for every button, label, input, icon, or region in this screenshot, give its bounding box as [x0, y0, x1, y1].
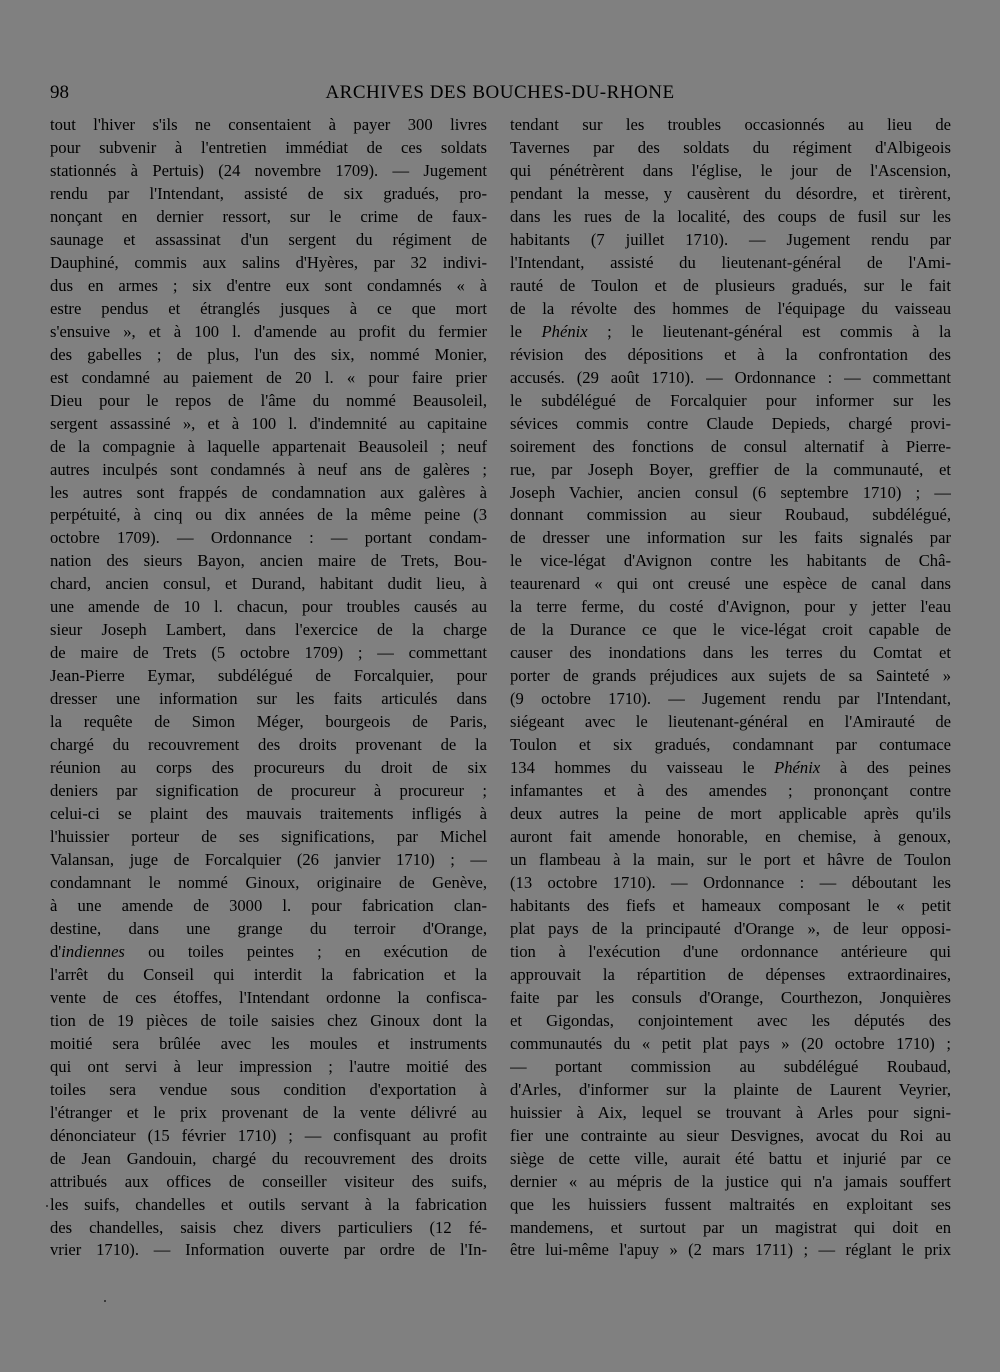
text-line: deux autres la peine de mort applicable après qu'ils — [510, 804, 951, 824]
text-line: perpétuité, à cinq ou dix années de la même peine (3 — [50, 505, 487, 525]
text-line: dresser une information sur les faits articulés dans — [50, 689, 487, 709]
text-line: de dresser une information sur les faits signalés par — [510, 528, 951, 548]
text-line: dans les rues de la localité, des coups de fusil sur les — [510, 206, 951, 226]
text-line: l'Intendant, assisté du lieutenant-général de l'Ami- — [510, 252, 951, 272]
text-line: Valansan, juge de Forcalquier (26 janvier 1710) ; — — [50, 850, 487, 869]
text-line: Dieu pour le repos de l'âme du nommé Beausoleil, — [50, 390, 487, 410]
text-line: stationnés à Pertuis) (24 novembre 1709). — Jugement — [50, 160, 487, 180]
text-line: habitants des fiefs et hameaux composant le « petit — [510, 895, 951, 915]
text-line: donnant commission au sieur Roubaud, subdélégué, — [510, 505, 951, 525]
text-line: de Jean Gandouin, chargé du recouvrement des droits — [50, 1148, 487, 1168]
text-line: que les huissiers fussent maltraités en exploitant ses — [510, 1194, 951, 1214]
text-line: Joseph Vachier, ancien consul (6 septembre 1710) ; — — [510, 482, 951, 502]
text-line: l'huissier porteur de ses significations, par Michel — [50, 827, 487, 847]
text-line: réunion au corps des procureurs du droit de six — [50, 758, 487, 778]
text-line: condamnant le nommé Ginoux, originaire de Genève, — [50, 872, 487, 892]
text-line: dernier « au mépris de la justice qui n'a jamais souffert — [510, 1171, 951, 1191]
text-line: teaurenard « qui ont creusé une espèce de canal dans — [510, 574, 951, 594]
text-line: la terre ferme, du costé d'Avignon, pour y jetter l'eau — [510, 597, 951, 617]
text-line: Tavernes par des soldats du régiment d'Albigeois — [510, 137, 951, 157]
text-line: autres inculpés sont condamnés à neuf ans de galères ; — [50, 459, 487, 479]
text-line: rendu par l'Intendant, assisté de six gradués, pro- — [50, 183, 487, 203]
text-line: l'étranger et le prix provenant de la vente délivré au — [50, 1102, 487, 1122]
text-line: siège de cette ville, aurait été battu et injurié par ce — [510, 1148, 951, 1168]
text-line: tout l'hiver s'ils ne consentaient à payer 300 livres — [50, 115, 487, 134]
text-line: Dauphiné, commis aux salins d'Hyères, par 32 indivi- — [50, 252, 487, 272]
text-line: est condamné au paiement de 20 l. « pour faire prier — [50, 367, 487, 387]
text-line: moitié sera brûlée avec les moules et instruments — [50, 1033, 487, 1053]
text-line: une amende de 10 l. chacun, pour troubles causés au — [50, 597, 487, 617]
text-line: s'ensuive », et à 100 l. d'amende au profit du fermier — [50, 321, 487, 341]
text-line: vrier 1710). — Information ouverte par ordre de l'In- — [50, 1240, 487, 1260]
text-line: pendant la messe, y causèrent du désordre, et tirèrent, — [510, 183, 951, 203]
text-line: Jean-Pierre Eymar, subdélégué de Forcalquier, pour — [50, 666, 487, 686]
text-line: tendant sur les troubles occasionnés au lieu de — [510, 115, 951, 134]
text-line: vente de ces étoffes, l'Intendant ordonne la confisca- — [50, 987, 487, 1007]
text-line: faite par les consuls d'Orange, Courthezon, Jonquières — [510, 987, 951, 1007]
text-line: tion de 19 pièces de toile saisies chez Ginoux dont la — [50, 1010, 487, 1030]
text-line: deniers par signification de procureur à procureur ; — [50, 781, 487, 801]
text-line: celui-ci se plaint des mauvais traitements infligés à — [50, 804, 487, 824]
text-line: causer des inondations dans les terres du Comtat et — [510, 643, 951, 663]
text-line: les suifs, chandelles et outils servant à la fabrication — [50, 1194, 487, 1214]
text-line: rauté de Toulon et de plusieurs gradués, sur le fait — [510, 275, 951, 295]
text-line: des chandelles, saisis chez divers particuliers (12 fé- — [50, 1217, 487, 1237]
text-line: pour subvenir à l'entretien immédiat de ces soldats — [50, 137, 487, 157]
text-line: attribués aux offices de conseiller visiteur des suifs, — [50, 1171, 487, 1191]
text-line: sieur Joseph Lambert, dans l'exercice de la charge — [50, 620, 487, 640]
text-line: des gabelles ; de plus, l'un des six, nommé Monier, — [50, 344, 487, 364]
text-line: qui ont servi à leur impression ; l'autre moitié des — [50, 1056, 487, 1076]
text-line: soirement des fonctions de consul alternatif à Pierre- — [510, 436, 951, 456]
text-line: de la Durance ce que le vice-légat croit capable de — [510, 620, 951, 640]
text-line: accusés. (29 août 1710). — Ordonnance : — commettant — [510, 367, 951, 387]
text-line: les autres sont frappés de condamnation aux galères à — [50, 482, 487, 502]
text-line: approuvait la répartition de dépenses extraordinaires, — [510, 964, 951, 984]
page-header — [50, 82, 950, 108]
text-line: toiles sera vendue sous condition d'exportation à — [50, 1079, 487, 1099]
running-title: ARCHIVES DES BOUCHES-DU-RHONE — [325, 82, 675, 103]
text-line: sévices commis contre Claude Depieds, chargé provi- — [510, 413, 951, 433]
text-line: destine, dans une grange du terroir d'Orange, — [50, 918, 487, 938]
text-line: siégeant avec le lieutenant-général en l'Amirauté de — [510, 712, 951, 732]
text-line: dus en armes ; six d'entre eux sont condamnés « à — [50, 275, 487, 295]
text-line: être lui-même l'apuy » (2 mars 1711) ; — réglant le prix — [510, 1240, 951, 1260]
text-line: d'indiennes ou toiles peintes ; en exécution de — [50, 941, 487, 961]
right-text-column — [510, 114, 951, 1262]
text-line: saunage et assassinat d'un sergent du régiment de — [50, 229, 487, 249]
text-line: dénonciateur (15 février 1710) ; — confisquant au profit — [50, 1125, 487, 1145]
text-line: nonçant en dernier ressort, sur le crime de faux- — [50, 206, 487, 226]
text-line: fier une contrainte au sieur Desvignes, avocat du Roi au — [510, 1125, 951, 1145]
text-line: sergent assassiné », et à 100 l. d'indemnité au capitaine — [50, 413, 487, 433]
text-line: qui pénétrèrent dans l'église, le jour de l'Ascension, — [510, 160, 951, 180]
text-line: communautés du « petit plat pays » (20 octobre 1710) ; — [510, 1033, 951, 1053]
text-line: le vice-légat d'Avignon contre les habitants de Châ- — [510, 551, 951, 571]
text-line: tion à l'exécution d'une ordonnance antérieure qui — [510, 941, 951, 961]
text-line: chargé du recouvrement des droits provenant de la — [50, 735, 487, 755]
text-line: révision des dépositions et à la confrontation des — [510, 344, 951, 364]
text-line: 134 hommes du vaisseau le Phénix à des peines — [510, 758, 951, 778]
text-line: rue, par Joseph Boyer, greffier de la communauté, et — [510, 459, 951, 479]
text-line: nation des sieurs Bayon, ancien maire de Trets, Bou- — [50, 551, 487, 571]
text-line: estre pendus et étranglés jusques à ce que mort — [50, 298, 487, 318]
text-line: un flambeau à la main, sur le port et hâvre de Toulon — [510, 850, 951, 869]
text-line: de la révolte des hommes de l'équipage du vaisseau — [510, 298, 951, 318]
text-line: le Phénix ; le lieutenant-général est commis à la — [510, 321, 951, 341]
text-line: (13 octobre 1710). — Ordonnance : — déboutant les — [510, 872, 951, 892]
text-line: octobre 1709). — Ordonnance : — portant condam- — [50, 528, 487, 548]
text-line: auront fait amende honorable, en chemise, à genoux, — [510, 827, 951, 847]
text-line: porter de grands préjudices aux sujets de sa Sainteté » — [510, 666, 951, 686]
text-line: d'Arles, d'informer sur la plainte de Laurent Veyrier, — [510, 1079, 951, 1099]
text-line: huissier à Aix, lequel se trouvant à Arles pour signi- — [510, 1102, 951, 1122]
text-line: (9 octobre 1710). — Jugement rendu par l'Intendant, — [510, 689, 951, 709]
left-text-column — [50, 114, 487, 1262]
text-line: habitants (7 juillet 1710). — Jugement rendu par — [510, 229, 951, 249]
text-line: infamantes et à des amendes ; prononçant contre — [510, 781, 951, 801]
text-line: de la compagnie à laquelle appartenait Beausoleil ; neuf — [50, 436, 487, 456]
text-line: la requête de Simon Méger, bourgeois de Paris, — [50, 712, 487, 732]
text-line: chard, ancien consul, et Durand, habitant dudit lieu, à — [50, 574, 487, 594]
text-line: mandemens, et surtout par un magistrat qui doit en — [510, 1217, 951, 1237]
page-number: 98 — [50, 82, 69, 103]
print-speck — [46, 1205, 48, 1207]
text-line: — portant commission au subdélégué Roubaud, — [510, 1056, 951, 1076]
text-line: et Gigondas, conjointement avec les députés des — [510, 1010, 951, 1030]
text-line: plat pays de la principauté d'Orange », de leur opposi- — [510, 918, 951, 938]
text-line: l'arrêt du Conseil qui interdit la fabrication et la — [50, 964, 487, 984]
text-line: à une amende de 3000 l. pour fabrication clan- — [50, 895, 487, 915]
print-speck — [104, 1300, 106, 1302]
text-line: le subdélégué de Forcalquier pour informer sur les — [510, 390, 951, 410]
text-line: de maire de Trets (5 octobre 1709) ; — commettant — [50, 643, 487, 663]
text-line: Toulon et six gradués, condamnant par contumace — [510, 735, 951, 755]
